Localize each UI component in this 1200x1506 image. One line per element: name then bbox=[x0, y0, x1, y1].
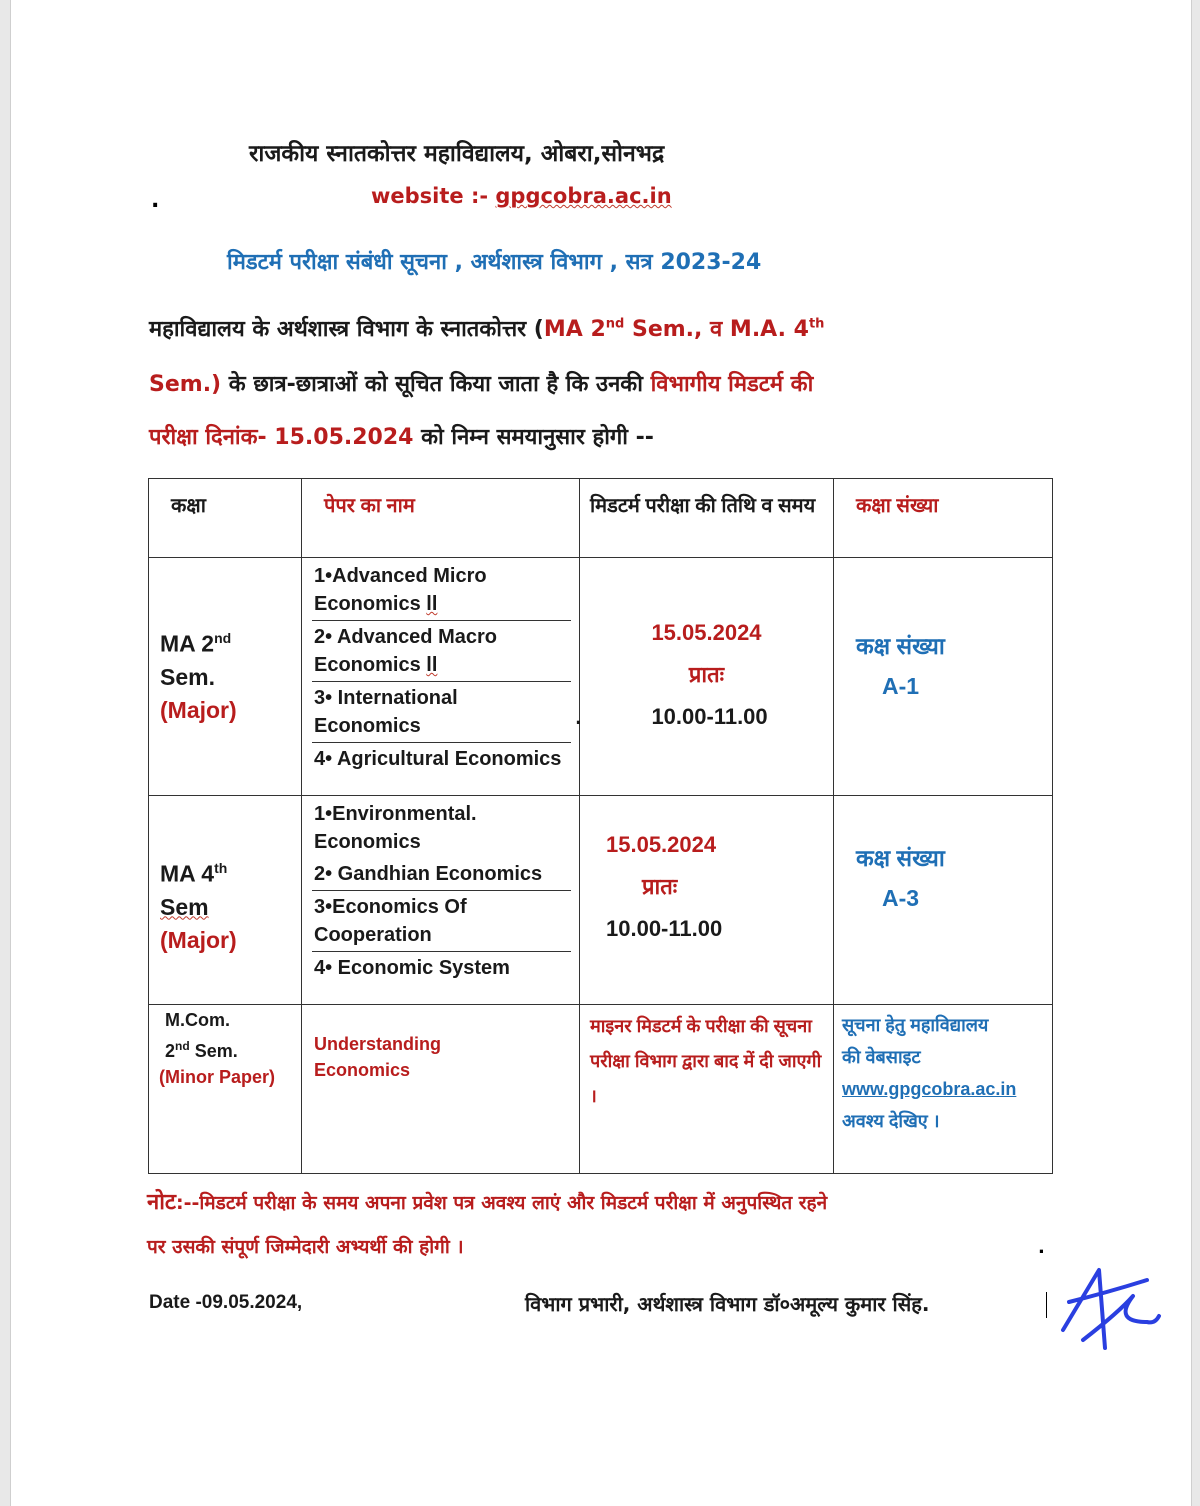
intro-sem: Sem.) bbox=[149, 372, 222, 397]
room-label: कक्ष संख्या bbox=[856, 633, 945, 659]
intro-text: को निम्न समयानुसार होगी -- bbox=[413, 425, 654, 450]
header-room: कक्षा संख्या bbox=[834, 479, 1053, 558]
note-text: :--मिडटर्म परीक्षा के समय अपना प्रवेश पत्र अवश्य लाएं और मिडटर्म परीक्षा में अनुपस्थित रहने bbox=[176, 1192, 828, 1214]
table-header-row bbox=[149, 479, 1053, 558]
room-number: A-1 bbox=[882, 673, 920, 699]
document-page bbox=[10, 0, 1192, 1506]
paper-item: 1•Environmental. Economics bbox=[314, 803, 477, 853]
header-date-time: मिडटर्म परीक्षा की तिथि व समय bbox=[580, 479, 834, 558]
signatory-line: विभाग प्रभारी, अर्थशास्त्र विभाग डॉ०अमूल्य कुमार सिंह. bbox=[525, 1292, 930, 1316]
notice-title: मिडटर्म परीक्षा संबंधी सूचना , अर्थशास्त्र विभाग , सत्र 2023-24 bbox=[227, 250, 762, 275]
room-cell bbox=[834, 1005, 1053, 1174]
intro-highlight: विभागीय मिडटर्म की bbox=[650, 372, 814, 397]
stray-dot: . bbox=[151, 188, 160, 213]
papers-cell bbox=[302, 796, 580, 1005]
header-class: कक्षा bbox=[149, 479, 302, 558]
exam-slot: प्रातः bbox=[688, 662, 725, 687]
exam-slot: प्रातः bbox=[642, 874, 678, 899]
website-label: website :- bbox=[371, 184, 496, 208]
date-time-cell bbox=[580, 796, 834, 1005]
paper-item: 2• Advanced Macro Economics ll bbox=[312, 621, 571, 682]
class-cell: M.Com. 2nd Sem. (Minor Paper) bbox=[149, 1005, 302, 1174]
room-label: कक्ष संख्या bbox=[856, 845, 945, 871]
class-cell: MA 4th Sem (Major) bbox=[149, 796, 302, 1005]
paper-item: 3•Economics Of Cooperation bbox=[312, 891, 571, 952]
papers-cell bbox=[302, 558, 580, 796]
minor-exam-note: माइनर मिडटर्म के परीक्षा की सूचना परीक्षा विभाग द्वारा बाद में दी जाएगी । bbox=[590, 1016, 822, 1106]
intro-class-ma2: MA 2nd Sem., व M.A. 4th bbox=[543, 316, 825, 342]
paper-item: 1•Advanced Micro Economics ll bbox=[312, 560, 571, 621]
college-website-link[interactable]: www.gpgcobra.ac.in bbox=[842, 1079, 1017, 1099]
paper-item: 4• Agricultural Economics bbox=[314, 748, 562, 770]
text-cursor bbox=[1046, 1292, 1047, 1318]
handwritten-signature bbox=[1049, 1252, 1167, 1362]
header-paper: पेपर का नाम bbox=[302, 479, 580, 558]
info-text: सूचना हेतु महाविद्यालय की वेबसाइट bbox=[842, 1015, 989, 1067]
table-row bbox=[149, 1005, 1053, 1174]
website-line bbox=[371, 184, 672, 208]
exam-date: 15.05.2024 bbox=[606, 832, 717, 857]
note-line-1 bbox=[147, 1186, 827, 1216]
paper-item: 4• Economic System bbox=[314, 957, 510, 979]
room-cell bbox=[834, 796, 1053, 1005]
date-time-cell bbox=[580, 1005, 834, 1174]
intro-text: के छात्र-छात्राओं को सूचित किया जाता है कि उनकी bbox=[221, 372, 651, 397]
issue-date: Date -09.05.2024, bbox=[149, 1292, 303, 1313]
college-name: राजकीय स्नातकोत्तर महाविद्यालय, ओबरा,सोनभद्र bbox=[249, 141, 665, 167]
exam-schedule-table bbox=[148, 478, 1053, 1174]
room-cell bbox=[834, 558, 1053, 796]
note-line-2: पर उसकी संपूर्ण जिम्मेदारी अभ्यर्थी की होगी । bbox=[147, 1236, 464, 1258]
exam-date: 15.05.2024 bbox=[651, 620, 762, 645]
paper-item: 2• Gandhian Economics bbox=[312, 858, 571, 891]
note-label: नोट bbox=[147, 1190, 176, 1215]
intro-line-3 bbox=[149, 421, 654, 451]
class-cell: MA 2nd Sem. (Major) bbox=[149, 558, 302, 796]
website-url: gpgcobra.ac.in bbox=[495, 184, 672, 208]
exam-time: 10.00-11.00 bbox=[606, 916, 723, 941]
intro-line-1 bbox=[149, 313, 824, 343]
paper-item: Understanding Economics bbox=[314, 1034, 442, 1080]
intro-line-2 bbox=[149, 368, 813, 398]
table-row bbox=[149, 796, 1053, 1005]
intro-text: महाविद्यालय के अर्थशास्त्र विभाग के स्नातकोत्तर ( bbox=[149, 317, 544, 342]
paper-item: 3• International Economics bbox=[312, 682, 571, 743]
date-time-cell bbox=[575, 558, 834, 796]
info-text: अवश्य देखिए । bbox=[842, 1111, 940, 1131]
exam-time: . 10.00-11.00 bbox=[575, 704, 768, 729]
stray-dot: . bbox=[1038, 1237, 1045, 1258]
intro-exam-date: परीक्षा दिनांक- 15.05.2024 bbox=[149, 425, 414, 450]
table-row bbox=[149, 558, 1053, 796]
room-number: A-3 bbox=[882, 885, 920, 911]
papers-cell bbox=[302, 1005, 580, 1174]
